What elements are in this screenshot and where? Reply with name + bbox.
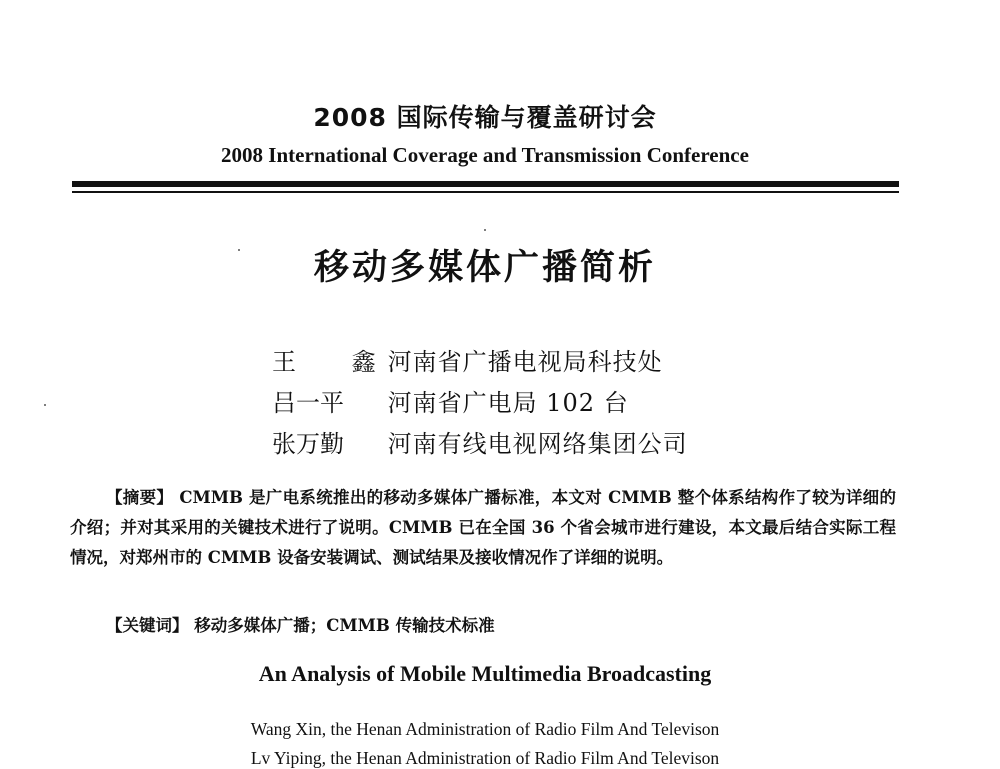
keywords-line [106,612,495,636]
abstract-paragraph [70,483,896,573]
keywords-text: 移动多媒体广播；CMMB 传输技术标准 [194,616,495,635]
author-affiliation: 河南省广播电视局科技处 [387,348,663,376]
author-name: 王 鑫 [272,348,400,376]
abstract-text: CMMB 是广电系统推出的移动多媒体广播标准，本文对 CMMB 整个体系结构作了较为详细的介绍；并对其采用的关键技术进行了说明。CMMB 已在全国 36 个省会城市进行建设，本文最后结合实际工程情况，对郑州市的 CMMB 设备安装调试、测试结果及接收情况作了详细的说明。 [70,488,896,567]
header-rule-thin [72,191,899,193]
keywords-label: 【关键词】 [106,616,189,635]
scan-speck [44,404,46,406]
paper-title-en: An Analysis of Mobile Multimedia Broadcasting [258,661,712,686]
author-en-line: Wang Xin, the Henan Administration of Radio Film And Televison [250,719,720,739]
author-row [272,424,688,460]
paper-title-cn: 移动多媒体广播简析 [313,248,656,288]
conference-title-cn: 2008 国际传输与覆盖研讨会 [313,103,657,132]
header-rule-thick [72,181,899,187]
abstract-label: 【摘要】 [106,488,174,507]
author-affiliation: 河南有线电视网络集团公司 [387,430,688,458]
author-affiliation: 河南省广电局 102 台 [387,389,629,417]
author-en-line: Lv Yiping, the Henan Administration of Radio Film And Televison [250,748,720,768]
conference-title-en: 2008 International Coverage and Transmission Conference [221,143,749,167]
author-name: 吕一平 [272,389,344,417]
author-row [272,342,663,378]
author-name: 张万勤 [272,430,344,458]
scan-speck [484,229,486,231]
author-row [272,383,629,419]
